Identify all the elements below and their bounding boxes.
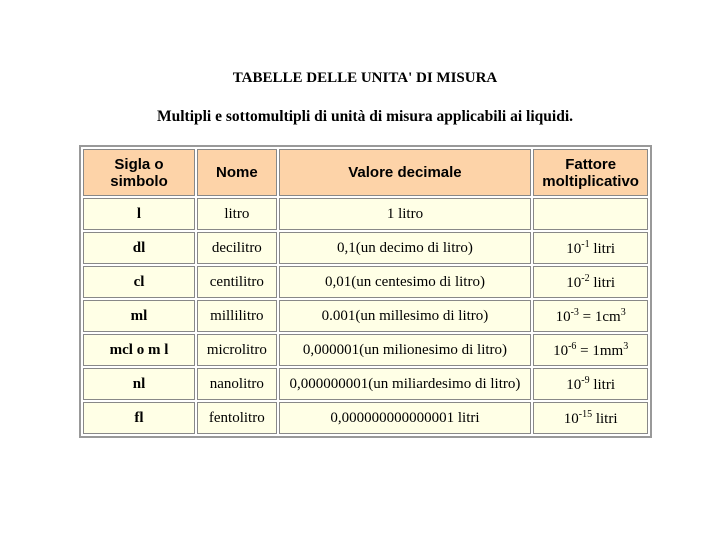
table-row	[83, 402, 648, 434]
cell-nome: decilitro	[197, 232, 277, 264]
table-row	[83, 232, 648, 264]
table-row	[83, 266, 648, 298]
cell-valore: 1 litro	[279, 198, 532, 230]
cell-valore: 0,1(un decimo di litro)	[279, 232, 532, 264]
table-row	[83, 198, 648, 230]
units-table	[79, 145, 652, 438]
cell-fattore: $10^{-6} = 1mm^3$	[533, 334, 648, 366]
cell-nome: litro	[197, 198, 277, 230]
cell-fattore: $10^{-15}$ litri	[533, 402, 648, 434]
table-row	[83, 334, 648, 366]
cell-sigla: dl	[83, 232, 195, 264]
cell-fattore: $10^{-3} = 1cm^3$	[533, 300, 648, 332]
cell-nome: microlitro	[197, 334, 277, 366]
page-subtitle: Multipli e sottomultipli di unità di misura applicabili ai liquidi.	[156, 108, 573, 125]
cell-sigla: cl	[83, 266, 195, 298]
cell-nome: centilitro	[197, 266, 277, 298]
header-nome: Nome	[197, 149, 277, 196]
cell-fattore: $10^{-1}$ litri	[533, 232, 648, 264]
cell-sigla: nl	[83, 368, 195, 400]
page-title: TABELLE DELLE UNITA' DI MISURA	[232, 70, 498, 86]
cell-fattore: $10^{-2}$ litri	[533, 266, 648, 298]
cell-sigla: ml	[83, 300, 195, 332]
header-valore: Valore decimale	[279, 149, 532, 196]
cell-fattore: $10^{-9}$ litri	[533, 368, 648, 400]
cell-fattore	[533, 198, 648, 230]
header-row	[83, 149, 648, 196]
cell-valore: 0,01(un centesimo di litro)	[279, 266, 532, 298]
cell-valore: 0,000001(un milionesimo di litro)	[279, 334, 532, 366]
cell-nome: nanolitro	[197, 368, 277, 400]
cell-valore: 0,000000000000001 litri	[279, 402, 532, 434]
cell-sigla: mcl o m l	[83, 334, 195, 366]
cell-nome: fentolitro	[197, 402, 277, 434]
header-fattore: Fattore moltiplicativo	[533, 149, 648, 196]
table-row	[83, 300, 648, 332]
table-row	[83, 368, 648, 400]
cell-valore: 0,000000001(un miliardesimo di litro)	[279, 368, 532, 400]
cell-valore: 0.001(un millesimo di litro)	[279, 300, 532, 332]
cell-nome: millilitro	[197, 300, 277, 332]
header-sigla: Sigla o simbolo	[83, 149, 195, 196]
cell-sigla: fl	[83, 402, 195, 434]
cell-sigla: l	[83, 198, 195, 230]
